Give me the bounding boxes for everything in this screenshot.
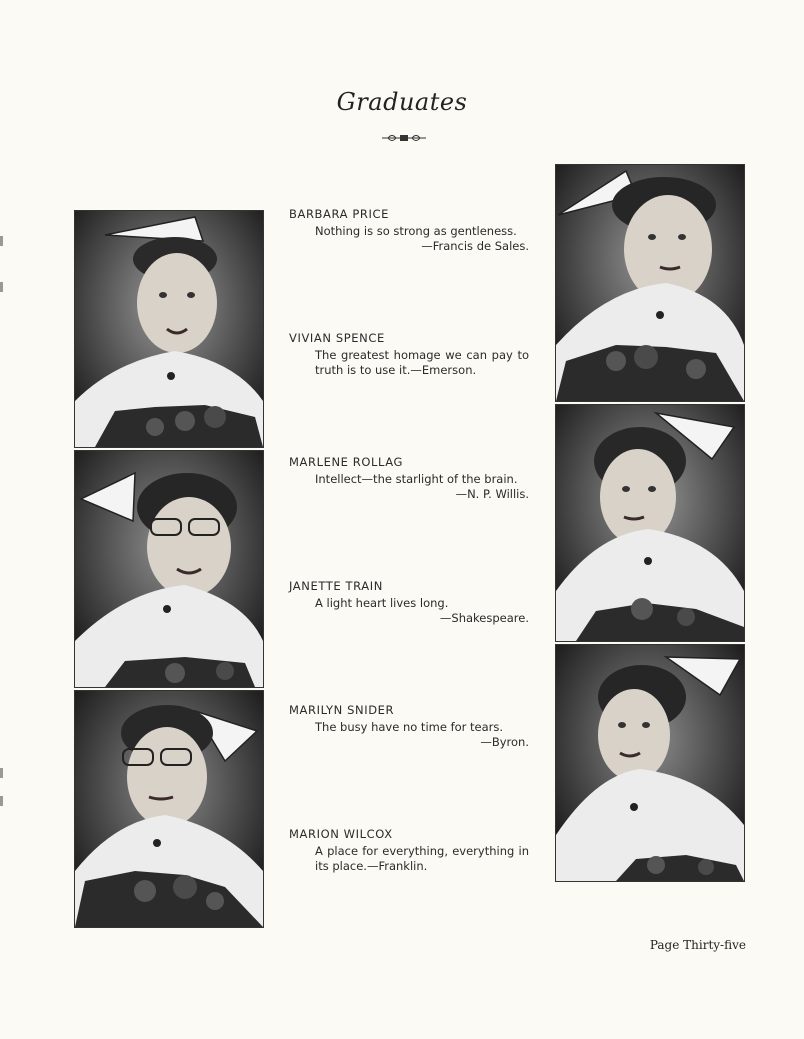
binding-mark [0, 236, 3, 246]
page-number: Page Thirty-five [649, 938, 746, 952]
portrait-marilyn-snider [74, 690, 264, 928]
portrait-marion-wilcox [555, 644, 745, 882]
graduate-quote: The busy have no time for tears. [315, 720, 504, 734]
graduate-entry-4 [289, 579, 529, 626]
graduate-quote: The greatest homage we can pay to truth is to use it.—Emerson. [315, 348, 529, 377]
portrait-marlene-rollag [74, 450, 264, 688]
graduate-quote-author: —N. P. Willis. [455, 487, 529, 501]
ornament-divider-icon [380, 132, 428, 144]
graduate-quote: A light heart lives long. [315, 596, 449, 610]
binding-mark [0, 768, 3, 778]
graduate-entry-3 [289, 455, 529, 502]
graduate-name: BARBARA PRICE [289, 207, 389, 221]
graduate-name: MARLENE ROLLAG [289, 455, 404, 469]
graduate-quote-author: —Francis de Sales. [421, 239, 529, 253]
graduate-quote: A place for everything, everything in its place.—Franklin. [315, 844, 529, 873]
graduate-quote-author: —Shakespeare. [439, 611, 529, 625]
portrait-vivian-spence [555, 164, 745, 402]
graduate-entry-6 [289, 827, 529, 874]
page-title: Graduates [336, 88, 468, 116]
graduate-entry-2 [289, 331, 529, 378]
binding-mark [0, 796, 3, 806]
portrait-janette-train [555, 404, 745, 642]
graduate-name: JANETTE TRAIN [289, 579, 383, 593]
graduate-name: VIVIAN SPENCE [289, 331, 385, 345]
graduate-entry-5 [289, 703, 529, 750]
portrait-barbara-price [74, 210, 264, 448]
graduate-entry-1 [289, 207, 529, 254]
graduate-quote: Nothing is so strong as gentleness. [315, 224, 517, 238]
graduate-quote-author: —Byron. [480, 735, 529, 749]
graduate-name: MARION WILCOX [289, 827, 393, 841]
binding-mark [0, 282, 3, 292]
graduate-name: MARILYN SNIDER [289, 703, 395, 717]
graduate-quote: Intellect—the starlight of the brain. [315, 472, 518, 486]
